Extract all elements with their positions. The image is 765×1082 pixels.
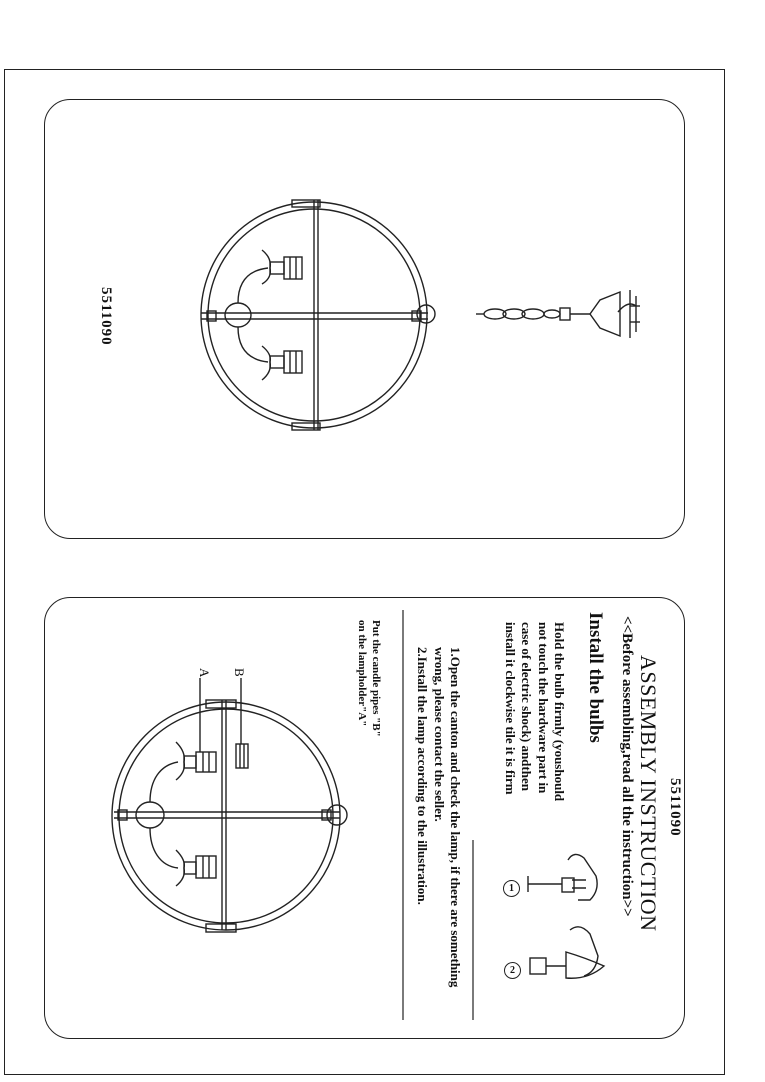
model-number-top: 5511090 xyxy=(98,287,114,346)
step-2-text: 2.Install the lamp according to the illustration. xyxy=(415,647,430,905)
step-1-text: 1.Open the canton and check the lamp, if there are something wrong, please contact the seller. xyxy=(432,647,463,988)
chandelier-diagram-top xyxy=(201,200,435,430)
model-number-bottom: 5511090 xyxy=(667,778,683,837)
chandelier-diagram-bottom xyxy=(112,678,347,932)
chain-canopy-diagram xyxy=(476,290,640,338)
figure-2-marker: 2 xyxy=(504,962,521,979)
label-a: A xyxy=(197,668,212,678)
hand-bulb-icon xyxy=(528,854,604,978)
page-title: ASSEMBLY INSTRUCTION xyxy=(636,655,661,932)
bulb-install-note: Hold the bulb firmly (youshould not touch the hardware part in case of electric shock) andthen install it clockwise tile it is firm xyxy=(502,622,567,802)
figure-1-marker: 1 xyxy=(503,880,520,897)
label-b: B xyxy=(232,668,247,677)
candle-pipe-note: Put the candle pipes "B" on the lampholder"A" xyxy=(356,620,382,737)
section-title: Install the bulbs xyxy=(585,612,606,743)
page-subtitle: <<Before assembling,read all the instruction>> xyxy=(619,616,635,917)
